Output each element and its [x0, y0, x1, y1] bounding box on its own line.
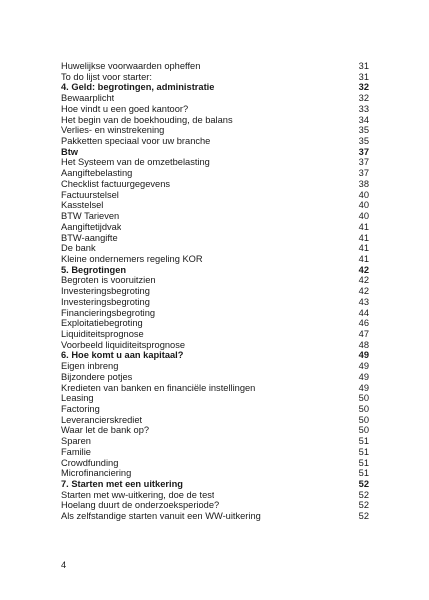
toc-entry-page: 50: [358, 404, 369, 414]
toc-entry: [61, 61, 369, 72]
toc-entry-title: Microfinanciering: [61, 468, 132, 479]
toc-entry-page: 40: [358, 200, 369, 211]
toc-entry-title: 6. Hoe komt u aan kapitaal?: [61, 350, 184, 361]
toc-entry-page: 33: [358, 103, 369, 114]
toc-entry: [61, 425, 369, 436]
toc-entry-page: 32: [358, 93, 369, 104]
toc-entry-page: 35: [358, 125, 369, 136]
toc-entry-page: 42: [358, 275, 369, 286]
toc-entry-page: 46: [358, 318, 369, 329]
page-number: 4: [61, 560, 67, 570]
toc-entry-title: To do lijst voor starter:: [61, 71, 152, 82]
toc-entry-page: 52: [358, 489, 369, 500]
toc-entry-title: Factoring: [61, 404, 100, 414]
toc-entry: [61, 458, 369, 469]
toc-entry: [61, 104, 369, 115]
toc-entry-page: 37: [358, 157, 369, 168]
toc-entry-page: 52: [358, 479, 369, 490]
toc-entry-title: Kredieten van banken en financiële instellingen: [61, 382, 256, 393]
toc-entry-title: Financieringsbegroting: [61, 307, 156, 318]
toc-entry-page: 41: [358, 243, 369, 254]
toc-entry-title: De bank: [61, 243, 96, 254]
toc-entry-page: 35: [358, 136, 369, 147]
toc-entry: [61, 211, 369, 222]
toc-entry-page: 50: [358, 393, 369, 404]
toc-entry-page: 31: [358, 61, 369, 71]
toc-entry-page: 43: [358, 296, 369, 307]
toc-entry-title: Begroten is vooruitzien: [61, 275, 156, 286]
toc-entry: [61, 179, 369, 190]
toc-entry: [61, 233, 369, 244]
toc-entry: [61, 168, 369, 179]
toc-entry-page: 41: [358, 232, 369, 243]
toc-entry-title: Familie: [61, 446, 91, 457]
toc-entry: [61, 318, 369, 329]
toc-entry: [61, 500, 369, 511]
toc-entry: [61, 157, 369, 168]
toc-entry-page: 37: [358, 146, 369, 157]
toc-entry-title: Kleine ondernemers regeling KOR: [61, 253, 203, 264]
toc-entry-title: Starten met ww-uitkering, doe de test: [61, 489, 215, 500]
toc-entry: [61, 447, 369, 458]
toc-chapter-heading: [61, 350, 369, 361]
toc-entry-page: 44: [358, 307, 369, 318]
toc-entry-title: Exploitatiebegroting: [61, 318, 143, 329]
toc-chapter-heading: [61, 265, 369, 276]
toc-entry-title: Btw: [61, 146, 79, 157]
toc-entry-page: 49: [358, 350, 369, 361]
toc-entry: [61, 383, 369, 394]
toc-entry-page: 50: [358, 414, 369, 425]
toc-entry-page: 51: [358, 468, 369, 479]
toc-entry-page: 48: [358, 339, 369, 350]
toc-entry: [61, 72, 369, 83]
toc-entry: [61, 286, 369, 297]
toc-entry: [61, 436, 369, 447]
toc-entry-page: 49: [358, 361, 369, 372]
toc-entry: [61, 329, 369, 340]
toc-entry-title: Factuurstelsel: [61, 189, 119, 200]
toc-entry-title: Eigen inbreng: [61, 361, 119, 372]
toc-entry: [61, 297, 369, 308]
toc-chapter-heading: [61, 82, 369, 93]
toc-entry-page: 32: [358, 82, 369, 93]
toc-entry: [61, 361, 369, 372]
toc-entry-page: 37: [358, 168, 369, 179]
toc-entry: [61, 372, 369, 383]
toc-entry: [61, 275, 369, 286]
toc-entry-page: 42: [358, 286, 369, 297]
toc-entry-title: Het Systeem van de omzetbelasting: [61, 157, 210, 168]
toc-entry-title: 4. Geld: begrotingen, administratie: [61, 82, 215, 93]
toc-entry-title: Crowdfunding: [61, 457, 119, 468]
toc-entry-title: Als zelfstandige starten vanuit een WW-uitkering: [61, 511, 261, 522]
toc-entry-title: Aangiftetijdvak: [61, 221, 122, 232]
toc-entry-page: 51: [358, 436, 369, 447]
toc-entry: [61, 393, 369, 404]
toc-entry-title: Liquiditeitsprognose: [61, 328, 144, 339]
toc-entry-title: Investeringsbegroting: [61, 296, 150, 307]
toc-entry: [61, 468, 369, 479]
toc-entry-page: 41: [358, 221, 369, 232]
toc-entry-page: 49: [358, 371, 369, 382]
toc-entry-title: Huwelijkse voorwaarden opheffen: [61, 61, 201, 71]
toc-entry-page: 51: [358, 446, 369, 457]
toc-entry: [61, 415, 369, 426]
toc-entry-page: 34: [358, 114, 369, 125]
toc-entry-title: Sparen: [61, 436, 91, 447]
toc-entry-title: Leverancierskrediet: [61, 414, 143, 425]
toc-entry-title: BTW Tarieven: [61, 211, 120, 222]
toc-entry: [61, 93, 369, 104]
toc-entry: [61, 254, 369, 265]
toc-entry-page: 42: [358, 264, 369, 275]
table-of-contents: [61, 61, 369, 522]
toc-entry-page: 52: [358, 511, 369, 522]
toc-entry-title: Verlies- en winstrekening: [61, 125, 165, 136]
toc-entry-title: Waar let de bank op?: [61, 425, 150, 436]
toc-entry-title: Voorbeeld liquiditeitsprognose: [61, 339, 186, 350]
toc-entry-title: Leasing: [61, 393, 94, 404]
toc-chapter-heading: [61, 147, 369, 158]
toc-entry: [61, 200, 369, 211]
toc-entry-page: 40: [358, 211, 369, 222]
toc-entry: [61, 243, 369, 254]
toc-entry-page: 50: [358, 425, 369, 436]
toc-entry-page: 52: [358, 500, 369, 511]
toc-entry: [61, 115, 369, 126]
toc-entry-page: 31: [358, 71, 369, 82]
toc-entry: [61, 308, 369, 319]
toc-entry: [61, 136, 369, 147]
toc-entry-title: 7. Starten met een uitkering: [61, 479, 183, 490]
toc-entry-title: BTW-aangifte: [61, 232, 118, 243]
toc-entry-title: Hoelang duurt de onderzoeksperiode?: [61, 500, 220, 511]
toc-entry-page: 51: [358, 457, 369, 468]
toc-entry: [61, 404, 369, 415]
toc-entry-title: Investeringsbegroting: [61, 286, 150, 297]
toc-entry: [61, 125, 369, 136]
toc-entry-page: 47: [358, 328, 369, 339]
toc-entry-title: Het begin van de boekhouding, de balans: [61, 114, 233, 125]
toc-entry-title: Hoe vindt u een goed kantoor?: [61, 103, 189, 114]
toc-entry: [61, 222, 369, 233]
toc-entry-title: Pakketten speciaal voor uw branche: [61, 136, 211, 147]
toc-entry: [61, 340, 369, 351]
toc-entry-page: 40: [358, 189, 369, 200]
toc-entry: [61, 511, 369, 522]
toc-chapter-heading: [61, 479, 369, 490]
toc-entry-title: Bewaarplicht: [61, 93, 115, 104]
toc-entry-page: 41: [358, 253, 369, 264]
toc-entry: [61, 190, 369, 201]
toc-entry-title: Bijzondere potjes: [61, 371, 133, 382]
toc-entry-title: 5. Begrotingen: [61, 264, 127, 275]
toc-entry: [61, 490, 369, 501]
toc-entry-title: Kasstelsel: [61, 200, 104, 211]
toc-entry-title: Checklist factuurgegevens: [61, 178, 171, 189]
toc-entry-page: 38: [358, 178, 369, 189]
toc-entry-page: 49: [358, 382, 369, 393]
toc-entry-title: Aangiftebelasting: [61, 168, 133, 179]
